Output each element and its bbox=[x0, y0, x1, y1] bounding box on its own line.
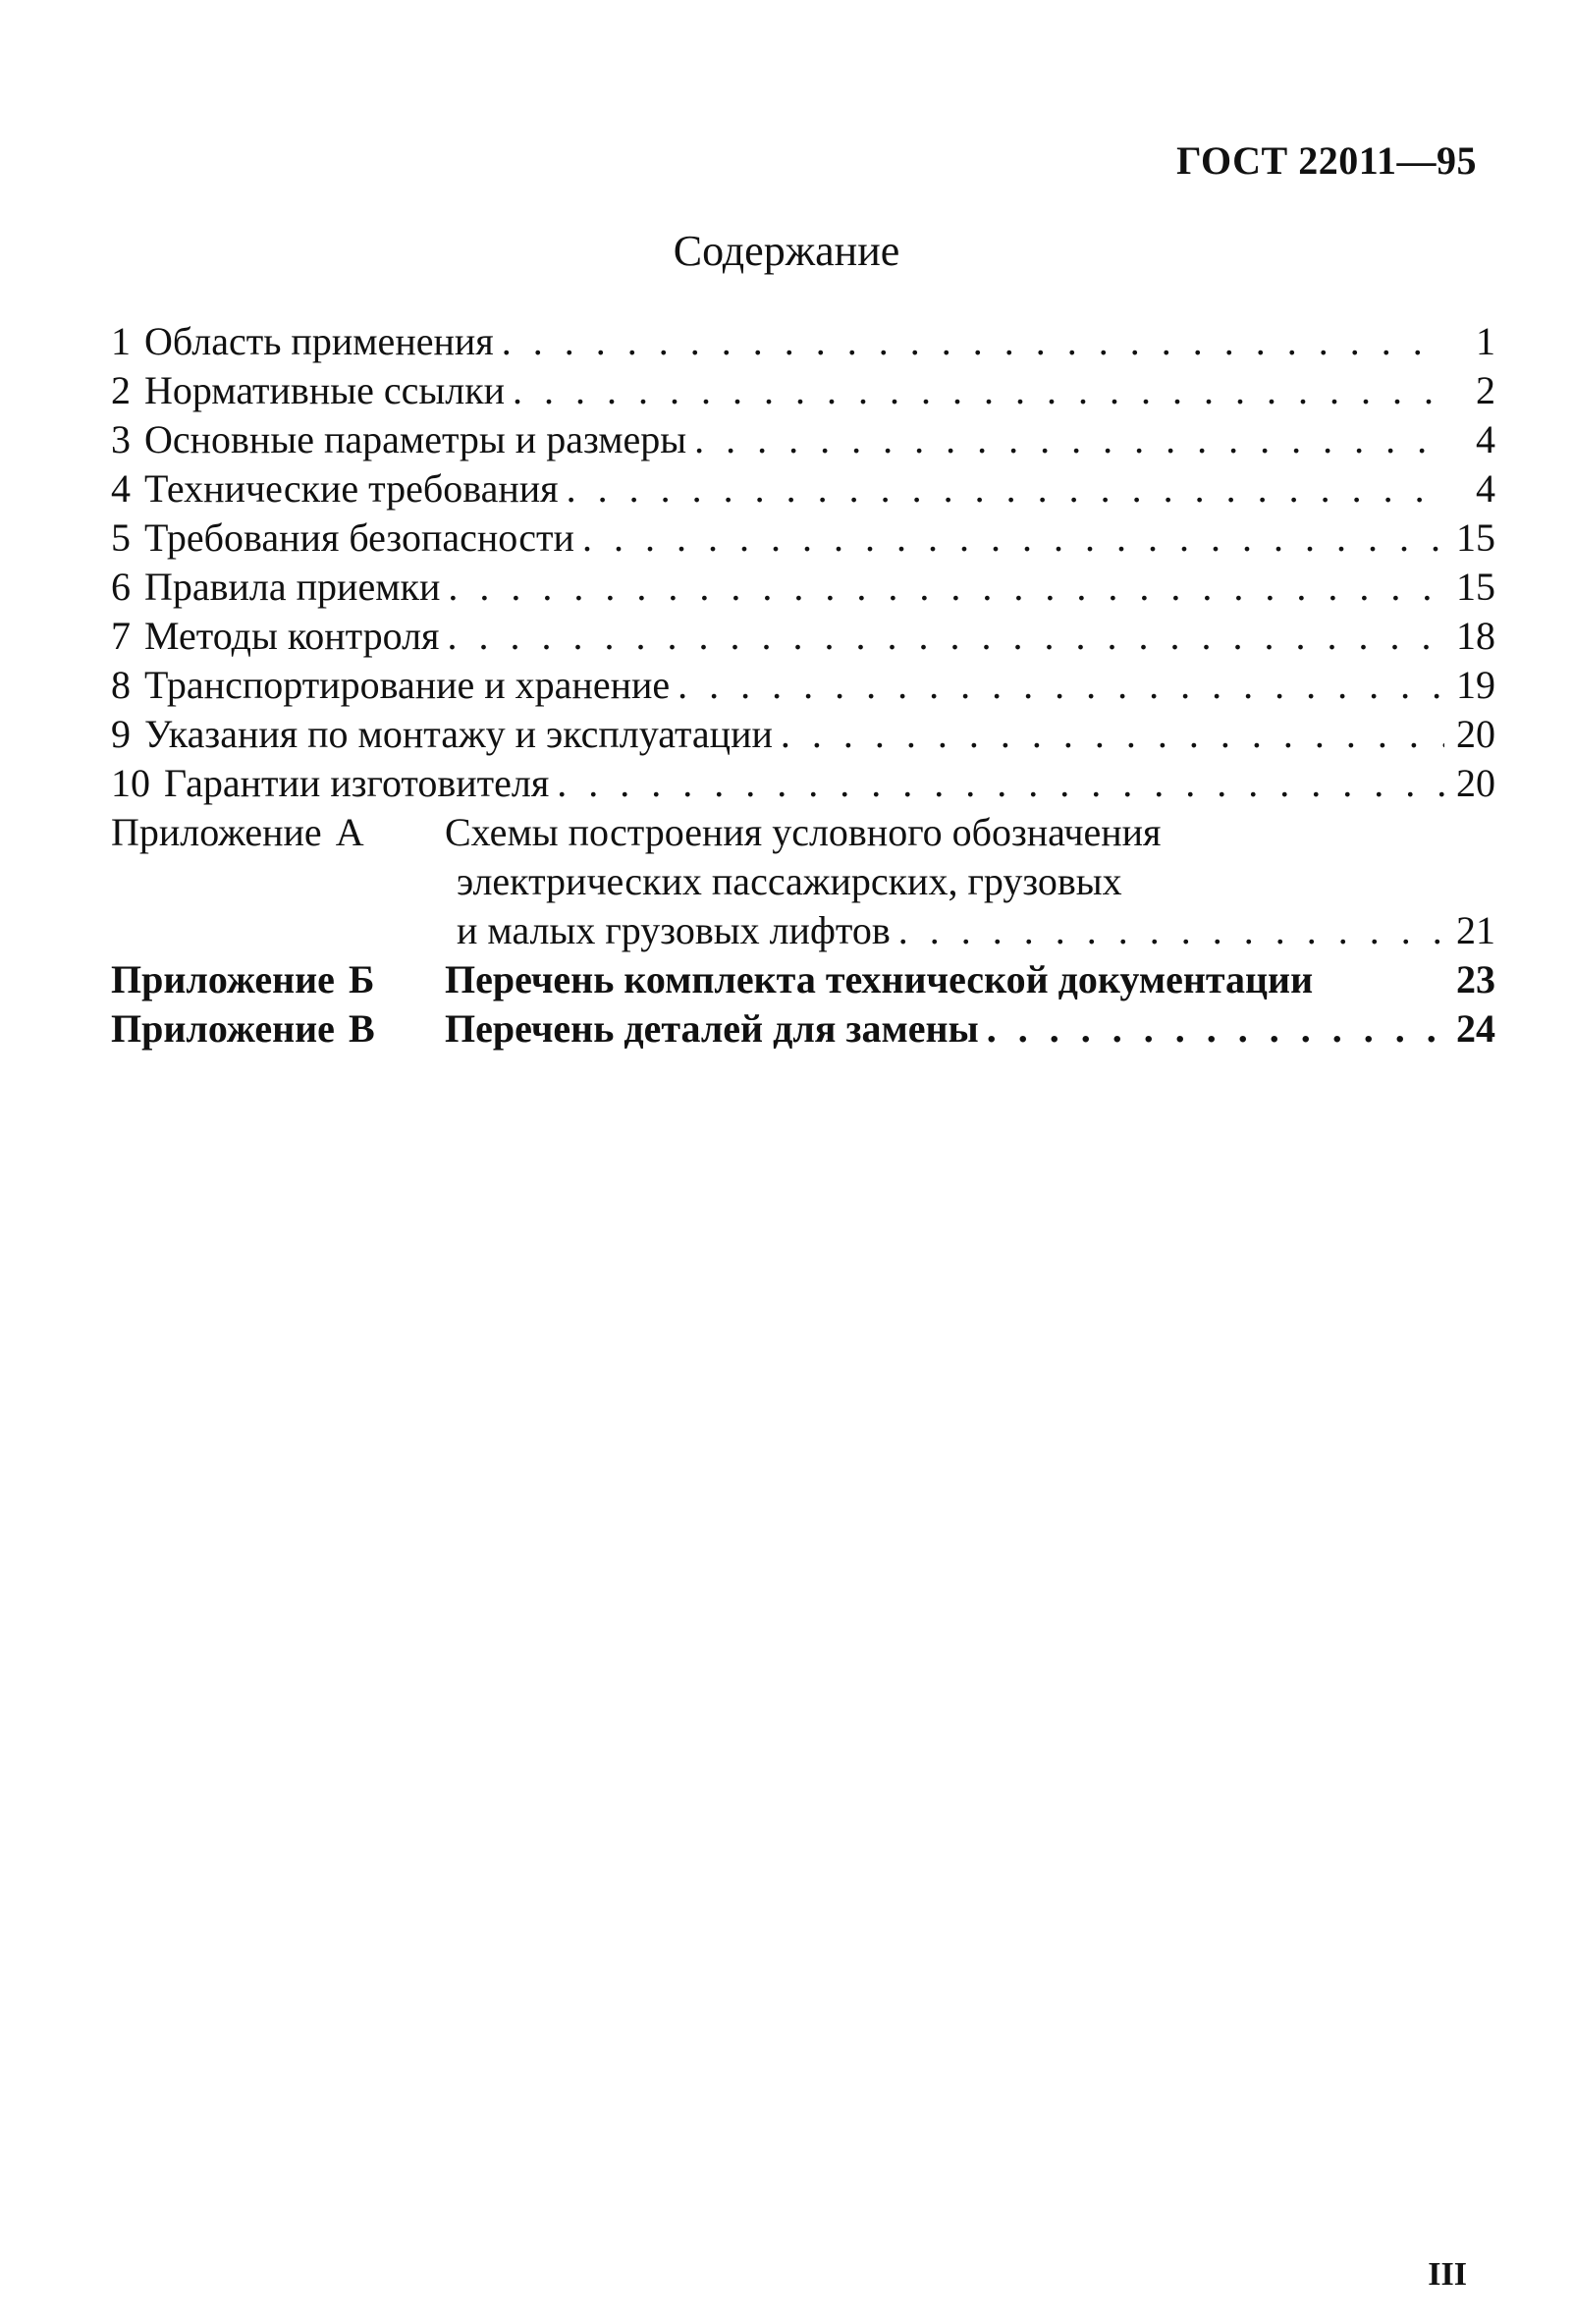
toc-title: Содержание bbox=[673, 227, 900, 275]
toc-entry[interactable] bbox=[111, 464, 1495, 513]
dot-leader bbox=[557, 759, 1444, 808]
toc-entry[interactable] bbox=[111, 415, 1495, 464]
toc-entry-page: 1 bbox=[1476, 319, 1495, 363]
toc-entry-text: Технические требования bbox=[144, 466, 559, 511]
appendix-v-entry[interactable] bbox=[111, 1004, 1495, 1054]
toc-entry-text: Транспортирование и хранение bbox=[144, 663, 671, 707]
appendix-title-line: Схемы построения условного обозначения bbox=[445, 810, 1162, 854]
toc-entry-number: 2 bbox=[111, 368, 131, 412]
dot-leader bbox=[582, 513, 1444, 563]
appendix-a-continuation bbox=[111, 906, 1495, 955]
toc-entry-text: Нормативные ссылки bbox=[144, 368, 506, 412]
dot-leader bbox=[447, 612, 1444, 661]
toc-entry-text: Методы контроля bbox=[144, 614, 440, 658]
toc-entry-page: 20 bbox=[1456, 761, 1495, 805]
toc-entry-text: Гарантии изготовителя bbox=[164, 761, 550, 805]
toc-entry[interactable] bbox=[111, 759, 1495, 808]
dot-leader bbox=[448, 563, 1444, 612]
toc-entry[interactable] bbox=[111, 563, 1495, 612]
toc-entry-number: 7 bbox=[111, 614, 131, 658]
appendix-title-line: и малых грузовых лифтов bbox=[457, 908, 891, 952]
toc-entry-number: 6 bbox=[111, 565, 131, 609]
toc-entry-label bbox=[111, 317, 494, 366]
toc-entry-page: 18 bbox=[1456, 614, 1495, 658]
toc-entry-number: 3 bbox=[111, 417, 131, 461]
appendix-title: Перечень деталей для замены bbox=[445, 1006, 979, 1051]
toc-entry-label bbox=[111, 759, 549, 808]
dot-leader bbox=[781, 710, 1444, 759]
toc-entry-text: Требования безопасности bbox=[144, 515, 574, 560]
appendix-title-line: электрических пассажирских, грузовых bbox=[457, 859, 1122, 903]
appendix-prefix bbox=[111, 1004, 445, 1054]
appendix-page: 24 bbox=[1456, 1006, 1495, 1051]
toc-entry-number: 1 bbox=[111, 319, 131, 363]
appendix-prefix bbox=[111, 808, 445, 857]
appendix-a-continuation bbox=[111, 857, 1495, 906]
appendix-title: Перечень комплекта технической документации bbox=[445, 957, 1314, 1001]
dot-leader bbox=[567, 464, 1444, 513]
dot-leader bbox=[678, 661, 1444, 710]
dot-leader bbox=[898, 906, 1444, 955]
toc-entry-number: 4 bbox=[111, 466, 131, 511]
appendix-word: Приложение bbox=[111, 810, 322, 854]
appendix-word: Приложение bbox=[111, 1006, 335, 1051]
toc-entry-text: Правила приемки bbox=[144, 565, 441, 609]
toc-entry-text: Область применения bbox=[144, 319, 494, 363]
toc-entry-number: 8 bbox=[111, 663, 131, 707]
toc-entry[interactable] bbox=[111, 366, 1495, 415]
appendix-letter: Б bbox=[348, 957, 375, 1001]
toc-entry-page: 15 bbox=[1456, 515, 1495, 560]
toc-entry[interactable] bbox=[111, 661, 1495, 710]
toc-entry-label bbox=[111, 710, 773, 759]
toc-entry-page: 2 bbox=[1476, 368, 1495, 412]
appendix-page: 21 bbox=[1456, 908, 1495, 952]
toc-entry[interactable] bbox=[111, 317, 1495, 366]
document-code: ГОСТ 22011—95 bbox=[1176, 138, 1477, 183]
toc-entry-label bbox=[111, 563, 440, 612]
appendix-word: Приложение bbox=[111, 957, 335, 1001]
appendix-page: 23 bbox=[1456, 957, 1495, 1001]
toc-entry-page: 15 bbox=[1456, 565, 1495, 609]
toc-entry-page: 20 bbox=[1456, 712, 1495, 756]
toc-entry-number: 9 bbox=[111, 712, 131, 756]
appendix-letter: А bbox=[335, 810, 364, 854]
toc-entry-label bbox=[111, 366, 505, 415]
toc-entry-page: 4 bbox=[1476, 466, 1495, 511]
appendix-b-entry[interactable] bbox=[111, 955, 1495, 1004]
table-of-contents bbox=[111, 317, 1495, 1054]
dot-leader bbox=[502, 317, 1444, 366]
toc-entry-label bbox=[111, 415, 686, 464]
toc-entry[interactable] bbox=[111, 612, 1495, 661]
dot-leader bbox=[987, 1004, 1444, 1054]
toc-entry-page: 4 bbox=[1476, 417, 1495, 461]
toc-entry-number: 10 bbox=[111, 761, 150, 805]
toc-entry-page: 19 bbox=[1456, 663, 1495, 707]
toc-entry-text: Основные параметры и размеры bbox=[144, 417, 687, 461]
toc-entry[interactable] bbox=[111, 513, 1495, 563]
toc-entry-label bbox=[111, 464, 559, 513]
appendix-letter: В bbox=[348, 1006, 375, 1051]
dot-leader bbox=[694, 415, 1444, 464]
toc-entry-text: Указания по монтажу и эксплуатации bbox=[144, 712, 773, 756]
page-number: III bbox=[1428, 2256, 1467, 2293]
dot-leader bbox=[513, 366, 1444, 415]
toc-entry[interactable] bbox=[111, 710, 1495, 759]
toc-entry-label bbox=[111, 612, 439, 661]
toc-entry-label bbox=[111, 661, 670, 710]
appendix-a-entry[interactable] bbox=[111, 808, 1495, 857]
appendix-prefix bbox=[111, 955, 445, 1004]
toc-entry-number: 5 bbox=[111, 515, 131, 560]
toc-entry-label bbox=[111, 513, 574, 563]
